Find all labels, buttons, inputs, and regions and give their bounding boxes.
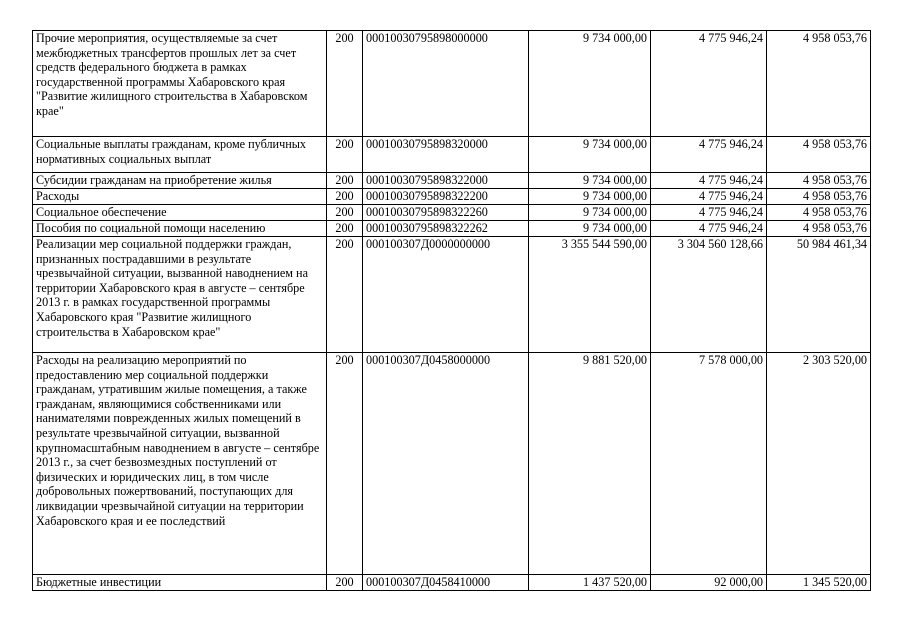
table-row [33, 575, 871, 591]
row-unexecuted: 2 303 520,00 [767, 353, 871, 575]
table-row [33, 137, 871, 173]
row-approved: 9 734 000,00 [529, 31, 651, 137]
row-kbk: 00010030795898322000 [363, 173, 529, 189]
row-line-code: 200 [327, 575, 363, 591]
row-line-code: 200 [327, 31, 363, 137]
row-approved: 9 734 000,00 [529, 173, 651, 189]
row-executed: 4 775 946,24 [651, 221, 767, 237]
row-name: Бюджетные инвестиции [33, 575, 327, 591]
row-kbk: 00010030795898322260 [363, 205, 529, 221]
row-executed: 3 304 560 128,66 [651, 237, 767, 353]
row-kbk: 000100307Д0458410000 [363, 575, 529, 591]
row-line-code: 200 [327, 221, 363, 237]
row-name: Расходы [33, 189, 327, 205]
table-row [33, 189, 871, 205]
row-line-code: 200 [327, 137, 363, 173]
table-row [33, 173, 871, 189]
row-unexecuted: 4 958 053,76 [767, 221, 871, 237]
row-kbk: 00010030795898320000 [363, 137, 529, 173]
row-kbk: 00010030795898322200 [363, 189, 529, 205]
row-executed: 4 775 946,24 [651, 189, 767, 205]
table-row [33, 353, 871, 575]
row-unexecuted: 4 958 053,76 [767, 189, 871, 205]
row-name: Реализации мер социальной поддержки граждан, признанных пострадавшими в результате чрезвычайной ситуации, вызванной наводнением на территории Хабаровского края в августе – сентябре 2013 г. в рамках государственной программы Хабаровского края "Развитие жилищного строительства в Хабаровском крае" [33, 237, 327, 353]
row-unexecuted: 1 345 520,00 [767, 575, 871, 591]
row-kbk: 000100307Д0458000000 [363, 353, 529, 575]
row-line-code: 200 [327, 205, 363, 221]
row-unexecuted: 4 958 053,76 [767, 31, 871, 137]
table-row [33, 205, 871, 221]
row-line-code: 200 [327, 353, 363, 575]
row-executed: 92 000,00 [651, 575, 767, 591]
row-line-code: 200 [327, 173, 363, 189]
row-unexecuted: 4 958 053,76 [767, 137, 871, 173]
row-approved: 9 734 000,00 [529, 221, 651, 237]
row-line-code: 200 [327, 189, 363, 205]
row-name: Расходы на реализацию мероприятий по предоставлению мер социальной поддержки гражданам, утратившим жилые помещения, а также гражданам, являющимися собственниками или нанимателями поврежденных жилых помещений в результате чрезвычайной ситуации, вызванной крупномасштабным наводнением в августе – сентябре 2013 г., за счет безвозмездных поступлений от физических и юридических лиц, в том числе добровольных пожертвований, поступающих для ликвидации чрезвычайной ситуации на территории Хабаровского края и ее последствий [33, 353, 327, 575]
row-approved: 9 881 520,00 [529, 353, 651, 575]
row-executed: 4 775 946,24 [651, 173, 767, 189]
row-name: Социальное обеспечение [33, 205, 327, 221]
row-executed: 7 578 000,00 [651, 353, 767, 575]
row-approved: 9 734 000,00 [529, 205, 651, 221]
budget-execution-table [32, 30, 871, 591]
row-executed: 4 775 946,24 [651, 205, 767, 221]
table-row [33, 237, 871, 353]
row-approved: 9 734 000,00 [529, 189, 651, 205]
table-row [33, 221, 871, 237]
row-name: Социальные выплаты гражданам, кроме публичных нормативных социальных выплат [33, 137, 327, 173]
row-executed: 4 775 946,24 [651, 137, 767, 173]
row-line-code: 200 [327, 237, 363, 353]
row-name: Прочие мероприятия, осуществляемые за счет межбюджетных трансфертов прошлых лет за счет средств федерального бюджета в рамках государственной программы Хабаровского края "Развитие жилищного строительства в Хабаровском крае" [33, 31, 327, 137]
row-kbk: 000100307Д0000000000 [363, 237, 529, 353]
row-unexecuted: 4 958 053,76 [767, 173, 871, 189]
row-unexecuted: 4 958 053,76 [767, 205, 871, 221]
row-name: Субсидии гражданам на приобретение жилья [33, 173, 327, 189]
row-executed: 4 775 946,24 [651, 31, 767, 137]
row-approved: 9 734 000,00 [529, 137, 651, 173]
row-name: Пособия по социальной помощи населению [33, 221, 327, 237]
row-unexecuted: 50 984 461,34 [767, 237, 871, 353]
table-row [33, 31, 871, 137]
row-approved: 3 355 544 590,00 [529, 237, 651, 353]
row-kbk: 00010030795898322262 [363, 221, 529, 237]
row-approved: 1 437 520,00 [529, 575, 651, 591]
row-kbk: 00010030795898000000 [363, 31, 529, 137]
